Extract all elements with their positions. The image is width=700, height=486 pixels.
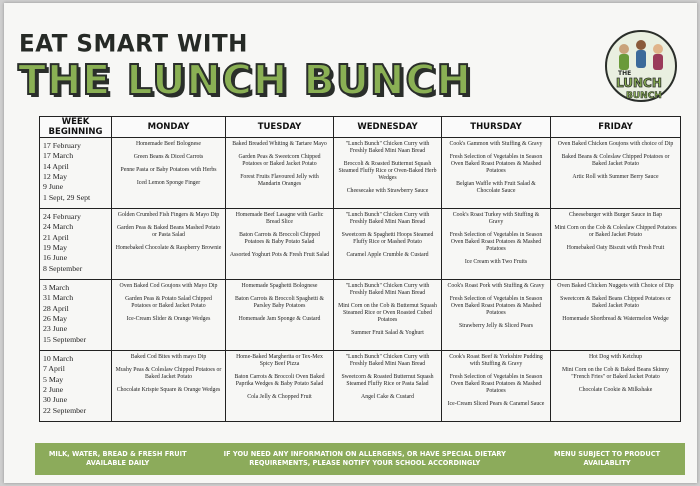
menu-item: "Lunch Bunch" Chicken Curry with Freshly Baked Mini Naan Bread bbox=[345, 283, 430, 296]
footer-allergen-note: IF YOU NEED ANY INFORMATION ON ALLERGENS, OR HAVE SPECIAL DIETARY REQUIREMENTS, PLEASE NOTIFY YOUR SCHOOL ACCORDINGLY bbox=[223, 450, 506, 467]
menu-item: Homebaked Chocolate & Raspberry Brownie bbox=[115, 244, 222, 251]
menu-cell-tuesday bbox=[226, 280, 334, 351]
menu-cell-friday bbox=[551, 280, 681, 351]
lunch-menu-table bbox=[39, 116, 681, 422]
week-dates-cell bbox=[40, 209, 112, 280]
menu-item: Green Beans & Diced Carrots bbox=[133, 153, 204, 160]
menu-item: Mini Corn on the Cob & Baked Beans Skinny "French Fries" or Baked Jacket Potato bbox=[562, 366, 669, 380]
menu-cell-monday bbox=[112, 351, 226, 422]
week-date: 10 March bbox=[43, 354, 74, 363]
week-dates-cell bbox=[40, 138, 112, 209]
week-date: 15 September bbox=[43, 334, 87, 344]
col-wednesday: WEDNESDAY bbox=[334, 117, 442, 138]
menu-item: Home-Baked Margherita or Tex-Mex Spicy Beef Pizza bbox=[236, 354, 323, 367]
menu-item: Homemade Beef Bolognese bbox=[135, 141, 202, 147]
svg-text:THE: THE bbox=[618, 70, 632, 77]
col-thursday: THURSDAY bbox=[442, 117, 551, 138]
menu-item: Sweetcorn & Roasted Butternut Squash Steamed Fluffy Rice or Pasta Salad bbox=[341, 373, 434, 387]
svg-text:BUNCH: BUNCH bbox=[626, 91, 662, 101]
menu-cell-monday bbox=[112, 209, 226, 280]
menu-cell-wednesday bbox=[334, 209, 442, 280]
menu-item: Baton Carrots & Broccoli Chipped Potatoes & Baby Potato Salad bbox=[239, 231, 320, 245]
week-date: 17 February bbox=[43, 141, 81, 150]
footer-banner bbox=[35, 443, 685, 475]
menu-item: Cheesecake with Strawberry Sauce bbox=[346, 187, 429, 194]
menu-item: Strawberry Jelly & Sliced Pears bbox=[458, 322, 534, 329]
menu-cell-thursday bbox=[442, 209, 551, 280]
menu-item: Chocolate Krispie Square & Orange Wedges bbox=[116, 386, 221, 393]
menu-item: "Lunch Bunch" Chicken Curry with Freshly Baked Mini Naan Bread bbox=[345, 354, 430, 367]
menu-item: Oven Baked Cod Goujons with Mayo Dip bbox=[119, 283, 218, 289]
menu-cell-thursday bbox=[442, 351, 551, 422]
menu-item: "Lunch Bunch" Chicken Curry with Freshly Baked Mini Naan Bread bbox=[345, 212, 430, 225]
menu-item: Sweetcorn & Spaghetti Hoops Steamed Fluffy Rice or Mashed Potato bbox=[341, 231, 434, 245]
menu-item: Hot Dog with Ketchup bbox=[589, 354, 642, 360]
lunch-bunch-logo bbox=[604, 27, 678, 105]
menu-item: "Lunch Bunch" Chicken Curry with Freshly Baked Mini Naan Bread bbox=[345, 141, 430, 154]
menu-item: Ice Cream with Two Fruits bbox=[464, 258, 528, 265]
week-date: 9 June bbox=[43, 182, 64, 192]
menu-sheet bbox=[4, 3, 697, 483]
menu-item: Ice-Cream Sliced Pears & Caramel Sauce bbox=[447, 400, 545, 407]
menu-item: Mini Corn on the Cob & Coleslaw Chipped Potatoes or Baked Jacket Potato bbox=[554, 224, 677, 238]
menu-item: Caramel Apple Crumble & Custard bbox=[346, 251, 429, 258]
menu-item: Homemade Jam Sponge & Custard bbox=[238, 315, 321, 322]
week-row bbox=[40, 209, 681, 280]
week-date: 24 March bbox=[43, 222, 74, 232]
week-date: 19 May bbox=[43, 243, 68, 253]
menu-cell-friday bbox=[551, 138, 681, 209]
menu-item: Summer Fruit Salad & Yoghurt bbox=[351, 329, 424, 336]
menu-item: Cook's Gammon with Stuffing & Gravy bbox=[449, 141, 543, 147]
week-date: 14 April bbox=[43, 161, 69, 171]
week-date: 1 Sept, 29 Sept bbox=[43, 192, 91, 202]
menu-item: Forest Fruits Flavoured Jelly with Mandarin Oranges bbox=[240, 173, 319, 187]
menu-item: Cheeseburger with Burger Sauce in Bap bbox=[569, 212, 662, 218]
menu-item: Broccoli & Roasted Butternut Squash Steamed Fluffy Rice or Oven-Baked Herb Wedges bbox=[338, 160, 437, 181]
menu-cell-tuesday bbox=[226, 138, 334, 209]
menu-item: Belgian Waffle with Fruit Salad & Chocolate Sauce bbox=[456, 180, 536, 194]
week-date: 23 June bbox=[43, 324, 68, 334]
week-dates-cell bbox=[40, 351, 112, 422]
week-date: 24 February bbox=[43, 212, 81, 221]
menu-item: Cook's Roast Turkey with Stuffing & Gravy bbox=[452, 212, 540, 225]
menu-item: Baked Beans & Coleslaw Chipped Potatoes or Baked Jacket Potato bbox=[561, 153, 670, 167]
menu-item: Baked Cod Bites with mayo Dip bbox=[130, 354, 207, 360]
menu-item: Garden Peas & Potato Salad Chipped Potatoes or Baked Jacket Potato bbox=[125, 295, 212, 309]
menu-item: Garden Peas & Baked Beans Mashed Potato or Pasta Salad bbox=[116, 224, 221, 238]
week-date: 12 May bbox=[43, 172, 68, 182]
menu-item: Baton Carrots & Broccoli Oven Baked Paprika Wedges & Baby Potato Salad bbox=[234, 373, 325, 387]
menu-item: Cook's Roast Beef & Yorkshire Pudding with Stuffing & Gravy bbox=[449, 354, 543, 367]
col-monday: MONDAY bbox=[112, 117, 226, 138]
menu-item: Fresh Selection of Vegetables in Season Oven Baked Roast Potatoes & Mashed Potatoes bbox=[449, 373, 543, 394]
menu-cell-friday bbox=[551, 209, 681, 280]
week-date: 21 April bbox=[43, 232, 69, 242]
week-date: 2 June bbox=[43, 385, 64, 395]
menu-item: Homemade Spaghetti Bolognese bbox=[241, 283, 318, 289]
menu-cell-monday bbox=[112, 280, 226, 351]
col-friday: FRIDAY bbox=[551, 117, 681, 138]
menu-item: Cola Jelly & Chopped Fruit bbox=[247, 393, 312, 400]
menu-item: Baton Carrots & Broccoli Spaghetti & Parsley Baby Potatoes bbox=[234, 295, 325, 309]
menu-item: Mushy Peas & Coleslaw Chipped Potatoes or Baked Jacket Potato bbox=[115, 366, 222, 380]
menu-item: Ice-Cream Slider & Orange Wedges bbox=[126, 315, 211, 322]
week-date: 28 April bbox=[43, 303, 69, 313]
menu-cell-friday bbox=[551, 351, 681, 422]
menu-cell-wednesday bbox=[334, 138, 442, 209]
menu-item: Artic Roll with Summer Berry Sauce bbox=[572, 173, 659, 180]
week-date: 16 June bbox=[43, 253, 68, 263]
menu-cell-monday bbox=[112, 138, 226, 209]
menu-item: Golden Crumbed Fish Fingers & Mayo Dip bbox=[117, 212, 220, 218]
menu-item: Baked Breaded Whiting & Tartare Mayo bbox=[232, 141, 327, 147]
col-week-beginning: WEEK BEGINNING bbox=[40, 117, 112, 138]
menu-item: Mini Corn on the Cob & Butternut Squash Steamed Rice or Oven Roasted Cubed Potatoes bbox=[338, 302, 437, 323]
menu-item: Chocolate Cookie & Milkshake bbox=[578, 386, 653, 393]
menu-item: Cook's Roast Pork with Stuffing & Gravy bbox=[447, 283, 545, 289]
headline-eat-smart: EAT SMART WITH bbox=[19, 30, 248, 58]
menu-item: Oven Baked Chicken Goujons with choice of Dip bbox=[557, 141, 674, 147]
week-date: 5 May bbox=[43, 374, 64, 384]
footer-daily-note: MILK, WATER, BREAD & FRESH FRUIT AVAILABLE DAILY bbox=[48, 450, 187, 467]
week-date: 8 September bbox=[43, 263, 83, 273]
header-row bbox=[40, 117, 681, 138]
menu-item: Assorted Yoghurt Pots & Fresh Fruit Salad bbox=[229, 251, 330, 258]
menu-cell-tuesday bbox=[226, 209, 334, 280]
svg-text:LUNCH: LUNCH bbox=[616, 76, 662, 90]
week-row bbox=[40, 280, 681, 351]
menu-item: Oven Baked Chicken Nuggets with Choice of Dip bbox=[557, 283, 674, 289]
menu-cell-thursday bbox=[442, 280, 551, 351]
week-date: 3 March bbox=[43, 283, 70, 292]
menu-item: Fresh Selection of Vegetables in Season Oven Baked Roast Potatoes & Mashed Potatoes bbox=[449, 295, 543, 316]
week-row bbox=[40, 138, 681, 209]
week-date: 30 June bbox=[43, 395, 68, 405]
week-date: 26 May bbox=[43, 314, 68, 324]
menu-item: Fresh Selection of Vegetables in Season Oven Baked Roast Potatoes & Mashed Potatoes bbox=[449, 231, 543, 252]
menu-item: Garden Peas & Sweetcorn Chipped Potatoes or Baked Jacket Potato bbox=[238, 153, 321, 167]
week-date: 31 March bbox=[43, 293, 74, 303]
menu-item: Iced Lemon Sponge Finger bbox=[136, 179, 201, 186]
menu-item: Penne Pasta or Baby Potatoes with Herbs bbox=[120, 166, 217, 173]
menu-cell-wednesday bbox=[334, 351, 442, 422]
week-dates-cell bbox=[40, 280, 112, 351]
menu-item: Sweetcorn & Baked Beans Chipped Potatoes or Baked Jacket Potato bbox=[560, 295, 671, 309]
menu-item: Homebaked Oaty Biscuit with Fresh Fruit bbox=[566, 244, 665, 251]
week-date: 22 September bbox=[43, 405, 87, 415]
footer-availability-note: MENU SUBJECT TO PRODUCT AVAILABLITY bbox=[554, 450, 661, 467]
week-date: 17 March bbox=[43, 151, 74, 161]
menu-cell-thursday bbox=[442, 138, 551, 209]
menu-cell-wednesday bbox=[334, 280, 442, 351]
col-tuesday: TUESDAY bbox=[226, 117, 334, 138]
menu-cell-tuesday bbox=[226, 351, 334, 422]
headline-lunch-bunch: THE LUNCH BUNCH bbox=[18, 56, 472, 104]
week-date: 7 April bbox=[43, 364, 65, 374]
menu-item: Fresh Selection of Vegetables in Season Oven Baked Roast Potatoes & Mashed Potatoes bbox=[449, 153, 543, 174]
week-row bbox=[40, 351, 681, 422]
menu-item: Homemade Beef Lasagne with Garlic Bread Slice bbox=[235, 212, 324, 225]
menu-item: Homemade Shortbread & Watermelon Wedge bbox=[562, 315, 669, 322]
menu-item: Angel Cake & Custard bbox=[361, 393, 414, 400]
